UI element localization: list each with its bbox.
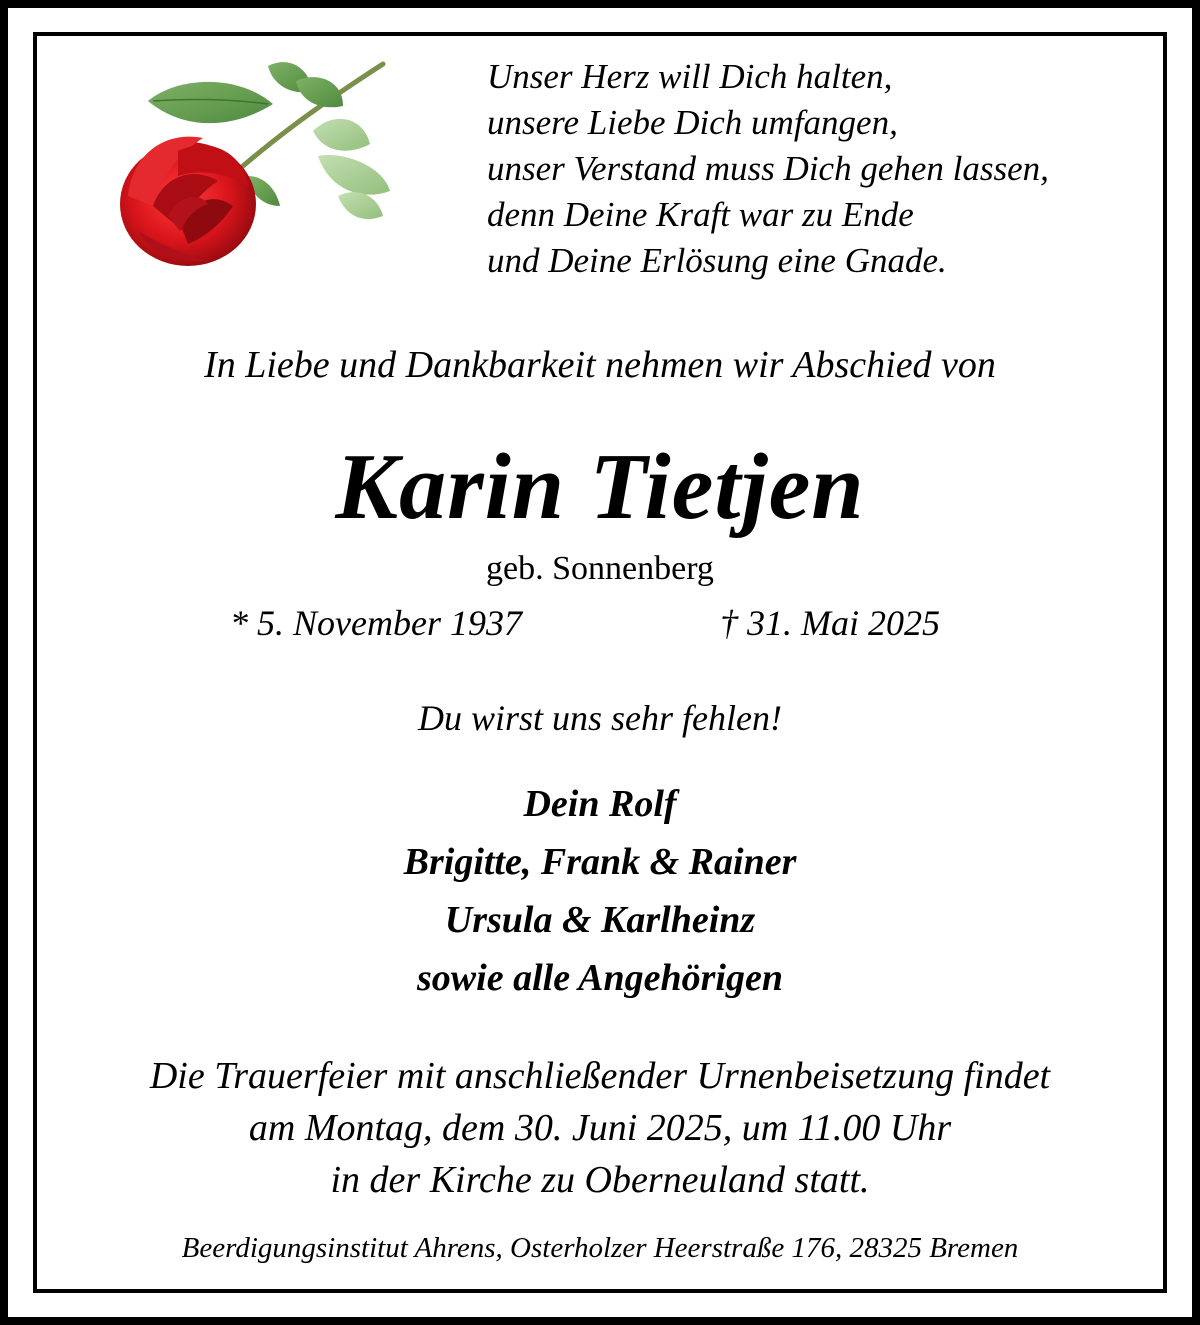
poem-line: Unser Herz will Dich halten, [487, 57, 893, 96]
poem-line: und Deine Erlösung eine Gnade. [487, 241, 947, 280]
service-line: am Montag, dem 30. Juni 2025, um 11.00 Uhr [248, 1107, 952, 1149]
service-info [33, 1050, 1167, 1206]
family-list [33, 775, 1167, 1007]
death-date: † 31. Mai 2025 [720, 603, 940, 643]
birth-date: * 5. November 1937 [230, 603, 522, 643]
family-member: Dein Rolf [523, 783, 677, 825]
intro-text: In Liebe und Dankbarkeit nehmen wir Abschied von [204, 344, 996, 386]
family-member: Brigitte, Frank & Rainer [403, 841, 797, 883]
poem-line: unsere Liebe Dich umfangen, [487, 103, 898, 142]
service-line: Die Trauerfeier mit anschließender Urnenbeisetzung findet [149, 1055, 1051, 1097]
poem-line: denn Deine Kraft war zu Ende [487, 195, 914, 234]
rose-icon [108, 56, 393, 276]
farewell-text: Du wirst uns sehr fehlen! [418, 698, 782, 738]
poem [487, 54, 1147, 284]
maiden-name: geb. Sonnenberg [486, 550, 714, 587]
deceased-name: Karin Tietjen [335, 435, 865, 539]
family-member: sowie alle Angehörigen [417, 957, 783, 999]
poem-line: unser Verstand muss Dich gehen lassen, [487, 149, 1049, 188]
undertaker-info: Beerdigungsinstitut Ahrens, Osterholzer Heerstraße 176, 28325 Bremen [181, 1232, 1019, 1264]
service-line: in der Kirche zu Oberneuland statt. [330, 1159, 870, 1201]
family-member: Ursula & Karlheinz [444, 899, 756, 941]
